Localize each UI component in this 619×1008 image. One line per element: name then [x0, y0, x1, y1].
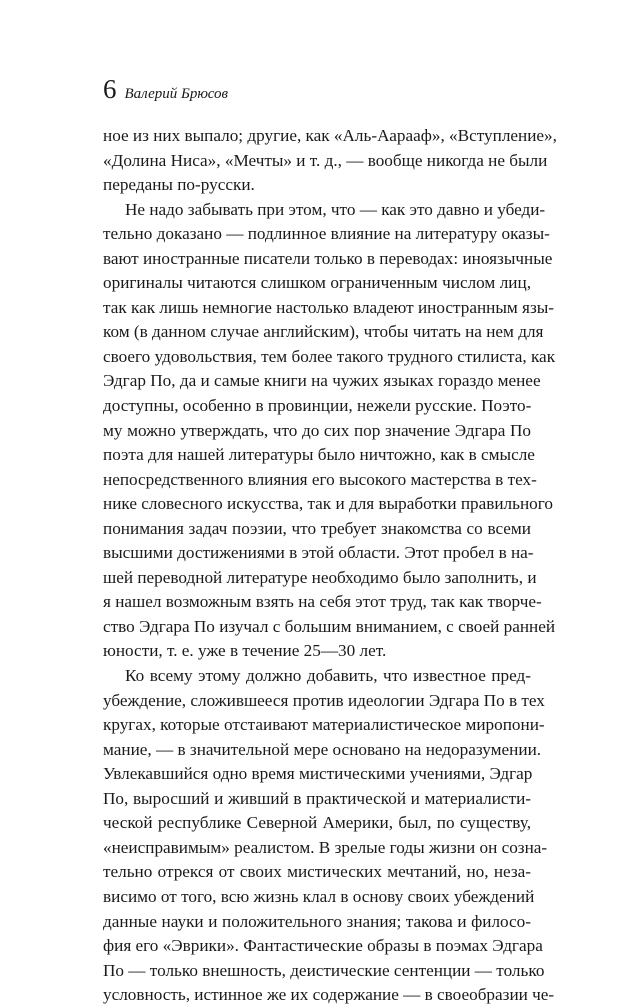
text-line: По — только внешность, деистические сентенции — только [103, 960, 545, 980]
text-line: ком (в данном случае английским), чтобы читать на нем для [103, 322, 544, 342]
text-line: оригиналы читаются слишком ограниченным числом лиц, [103, 273, 531, 293]
text-line: тельно доказано — подлинное влияние на литературу оказы- [103, 224, 550, 244]
text-line: Увлекавшийся одно время мистическими учениями, Эдгар [103, 764, 533, 784]
text-line: шей переводной литературе необходимо было заполнить, и [103, 567, 537, 587]
text-line: так как лишь немногие настолько владеют иностранным язы- [103, 297, 555, 317]
text-line: кругах, которые отстаивают материалистическое миропони- [103, 715, 545, 735]
text-line: понимания задач поэзии, что требует знакомства со всеми [103, 518, 531, 538]
text-line: убеждение, сложившееся против идеологии Эдгара По в тех [103, 690, 545, 710]
book-page [103, 74, 557, 1008]
text-line: поэта для нашей литературы было ничтожно, как в смысле [103, 445, 535, 465]
text-line: фия его «Эврики». Фантастические образы в поэмах Эдгара [103, 936, 543, 956]
text-line: вают иностранные писатели только в переводах: иноязычные [103, 248, 553, 268]
page-number: 6 [103, 74, 117, 104]
text-line: Ко всему этому должно добавить, что известное пред- [125, 666, 531, 686]
text-line: висимо от того, всю жизнь клал в основу своих убеждений [103, 886, 535, 906]
text-line: я нашел возможным взять на себя этот труд, так как творче- [103, 592, 542, 612]
text-line: «неисправимым» реалистом. В зрелые годы жизни он созна- [103, 837, 548, 857]
text-line: юности, т. е. уже в течение 25—30 лет. [103, 641, 387, 661]
text-line: доступны, особенно в провинции, нежели русские. Поэто- [103, 396, 532, 416]
text-line: переданы по-русски. [103, 175, 255, 195]
text-line: По, выросший и живший в практической и материалисти- [103, 788, 531, 808]
text-line: Не надо забывать при этом, что — как это давно и убеди- [125, 199, 546, 219]
page-header [103, 76, 531, 116]
paragraph [103, 124, 557, 198]
running-head: Валерий Брюсов [124, 86, 229, 102]
paragraph [103, 664, 555, 1008]
text-line: условность, истинное же их содержание — в своеобразии че- [103, 985, 555, 1005]
text-line: ное из них выпало; другие, как «Аль-Аараaф», «Вступление», [103, 126, 557, 145]
text-line: высшими достижениями в этой области. Этот пробел в на- [103, 543, 534, 563]
text-line: ство Эдгара По изучал с большим вниманием, с своей ранней [103, 616, 556, 636]
text-line: мание, — в значительной мере основано на недоразумении. [103, 739, 542, 759]
page-body [103, 124, 557, 1008]
text-line: ческой республике Северной Америки, был, по существу, [103, 813, 531, 833]
text-line: тельно отрекся от своих мистических мечтаний, но, неза- [103, 862, 531, 882]
text-line: му можно утверждать, что до сих пор значение Эдгара По [103, 420, 531, 440]
text-line: данные науки и положительного знания; такова и филосо- [103, 911, 531, 931]
text-line: «Долина Ниса», «Мечты» и т. д., — вообще никогда не были [103, 150, 548, 170]
text-line: своего удовольствия, тем более такого трудного стилиста, как [103, 346, 556, 366]
text-line: нике словесного искусства, так и для выработки правильного [103, 494, 553, 514]
text-line: непосредственного влияния его высокого мастерства в тех- [103, 469, 537, 489]
paragraph [103, 198, 556, 664]
text-line: Эдгар По, да и самые книги на чужих языках гораздо менее [103, 371, 541, 391]
